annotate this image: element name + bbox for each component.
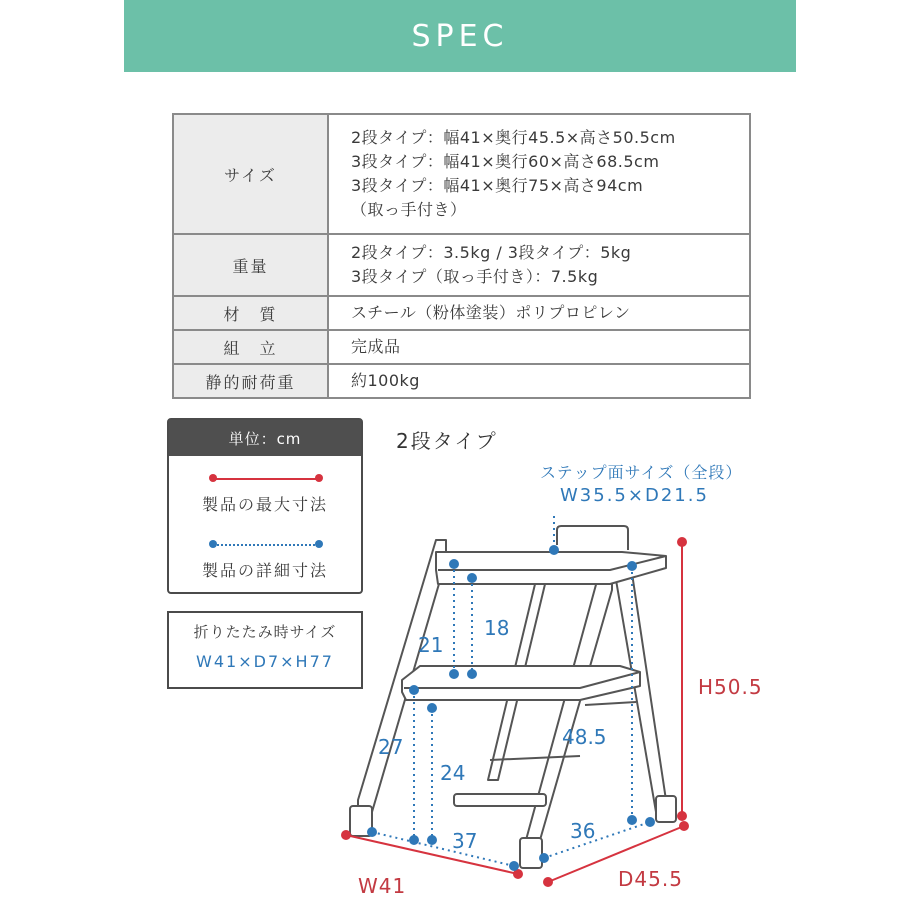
detail-dot <box>427 835 437 845</box>
row-label: サイズ <box>173 114 328 234</box>
dim-27-label: 27 <box>378 735 404 759</box>
row-label: 組 立 <box>173 330 328 364</box>
dim-21-label: 21 <box>418 633 444 657</box>
height-bottom-dot <box>677 811 687 821</box>
value-line: 2段タイプ：3.5kg / 3段タイプ：5kg <box>351 243 632 262</box>
row-value: スチール（粉体塗装）ポリプロピレン <box>328 296 750 330</box>
dim-36-label: 36 <box>570 819 596 843</box>
detail-dot <box>467 573 477 583</box>
upper-crossbar <box>585 702 636 705</box>
dim-37-label: 37 <box>452 829 478 853</box>
dim-37-line <box>372 832 514 866</box>
folded-size-label: 折りたたみ時サイズ <box>193 623 337 641</box>
stool-drawing <box>350 526 676 868</box>
foot-rear <box>656 796 676 822</box>
middle-step <box>402 666 640 700</box>
step-surface-caption: ステップ面サイズ（全段） <box>540 463 743 482</box>
detail-dot <box>449 559 459 569</box>
page-title: SPEC <box>411 18 509 54</box>
detail-dot <box>627 561 637 571</box>
detail-dot <box>367 827 377 837</box>
depth-label: D45.5 <box>618 867 683 891</box>
detail-dot <box>427 703 437 713</box>
value-line: 3段タイプ（取っ手付き）：7.5kg <box>351 267 599 286</box>
detail-dot <box>449 669 459 679</box>
width-left-dot <box>341 830 351 840</box>
value-line: 3段タイプ：幅41×奥行75×高さ94cm <box>351 176 644 195</box>
dim-48-label: 48.5 <box>562 725 607 749</box>
top-handle <box>557 526 628 550</box>
row-value: 約100kg <box>328 364 750 398</box>
depth-left-dot <box>543 877 553 887</box>
value-line: 2段タイプ：幅41×奥行45.5×高さ50.5cm <box>351 128 676 147</box>
type-title: 2段タイプ <box>396 429 498 453</box>
bottom-bar <box>454 794 546 806</box>
dim-18-label: 18 <box>484 616 510 640</box>
detail-dimension-label: 製品の詳細寸法 <box>201 561 328 580</box>
detail-dot <box>409 835 419 845</box>
max-dimension-label: 製品の最大寸法 <box>201 495 328 514</box>
detail-dot <box>627 815 637 825</box>
folded-size-value: W41×D7×H77 <box>196 652 334 671</box>
foot-front <box>520 838 542 868</box>
value-line: 3段タイプ：幅41×奥行60×高さ68.5cm <box>351 152 660 171</box>
width-label: W41 <box>358 874 407 898</box>
dim-36-line <box>544 822 650 858</box>
detail-dot <box>467 669 477 679</box>
detail-dot <box>409 685 419 695</box>
detail-dot <box>549 545 559 555</box>
detail-dot <box>539 853 549 863</box>
detail-dot <box>509 861 519 871</box>
dim-24-label: 24 <box>440 761 466 785</box>
depth-right-dot <box>679 821 689 831</box>
detail-dot <box>645 817 655 827</box>
height-top-dot <box>677 537 687 547</box>
row-label: 重量 <box>173 234 328 296</box>
row-label: 静的耐荷重 <box>173 364 328 398</box>
height-label: H50.5 <box>698 675 763 699</box>
step-surface-dims: W35.5×D21.5 <box>560 485 709 506</box>
row-label: 材 質 <box>173 296 328 330</box>
unit-label: 単位：cm <box>169 420 361 456</box>
value-line: （取っ手付き） <box>351 200 467 219</box>
row-value: 完成品 <box>328 330 750 364</box>
